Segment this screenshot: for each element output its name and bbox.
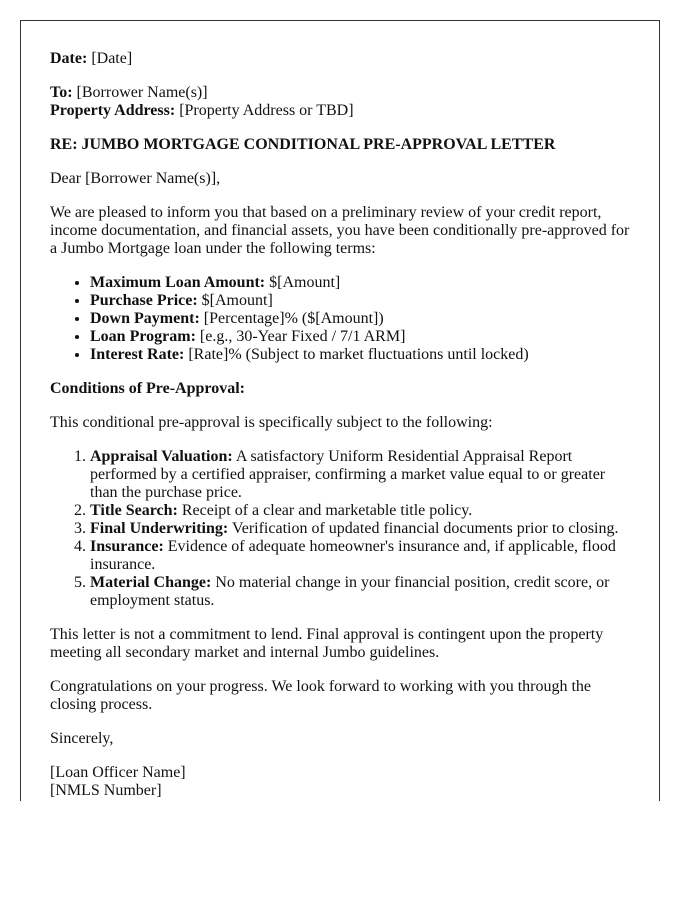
letter-page [20,20,660,801]
term-label: Maximum Loan Amount: [90,274,266,291]
to-label: To: [50,84,73,101]
term-item [90,292,634,310]
date-label: Date: [50,50,88,67]
conditions-intro: This conditional pre-approval is specifically subject to the following: [50,414,493,431]
condition-item [90,502,634,520]
to-value: [Borrower Name(s)] [76,84,208,101]
address-label: Property Address: [50,102,176,119]
condition-label: Material Change: [90,574,212,591]
condition-value: No material change in your financial position, credit score, or employment status. [90,574,610,609]
disclaimer-paragraph: This letter is not a commitment to lend. Final approval is contingent upon the property meeting all secondary market and internal Jumbo guidelines. [50,626,604,661]
subject-line [50,136,634,154]
date-line [50,50,634,68]
letter-content [50,50,634,801]
condition-item [90,520,634,538]
terms-list [50,274,634,364]
condition-item [90,448,634,502]
term-item [90,310,634,328]
term-value: $[Amount] [201,292,273,309]
condition-value: Verification of updated financial documents prior to closing. [231,520,619,537]
subject-text: RE: JUMBO MORTGAGE CONDITIONAL PRE-APPROVAL LETTER [50,136,556,153]
conditions-heading [50,380,634,398]
condition-item [90,538,634,574]
recipient-block [50,84,634,120]
date-value: [Date] [91,50,133,67]
term-label: Purchase Price: [90,292,198,309]
condition-label: Final Underwriting: [90,520,229,537]
address-value: [Property Address or TBD] [179,102,354,119]
term-item [90,328,634,346]
condition-item [90,574,634,610]
term-label: Interest Rate: [90,346,185,363]
condition-label: Insurance: [90,538,164,555]
nmls-number: [NMLS Number] [50,782,162,799]
term-item [90,346,634,364]
term-value: [e.g., 30-Year Fixed / 7/1 ARM] [199,328,406,345]
condition-label: Appraisal Valuation: [90,448,233,465]
conditions-heading-text: Conditions of Pre-Approval: [50,380,245,397]
loan-officer-name: [Loan Officer Name] [50,764,186,781]
term-item [90,274,634,292]
salutation: Dear [Borrower Name(s)], [50,170,221,187]
condition-value: Evidence of adequate homeowner's insurance and, if applicable, flood insurance. [90,538,616,573]
term-label: Down Payment: [90,310,200,327]
intro-paragraph: We are pleased to inform you that based on a preliminary review of your credit report, income documentation, and financial assets, you have been conditionally pre-approved for a Jumbo Mortgage loan under the following terms: [50,204,630,257]
closing-paragraph: Congratulations on your progress. We look forward to working with you through the closing process. [50,678,592,713]
term-value: $[Amount] [269,274,341,291]
signature-block [50,764,634,800]
condition-value: Receipt of a clear and marketable title policy. [181,502,473,519]
term-value: [Rate]% (Subject to market fluctuations until locked) [188,346,529,363]
conditions-list [50,448,634,610]
term-label: Loan Program: [90,328,196,345]
condition-value: A satisfactory Uniform Residential Appraisal Report performed by a certified appraiser, confirming a market value equal to or greater than the purchase price. [90,448,606,501]
condition-label: Title Search: [90,502,178,519]
signoff: Sincerely, [50,730,114,747]
term-value: [Percentage]% ($[Amount]) [203,310,384,327]
